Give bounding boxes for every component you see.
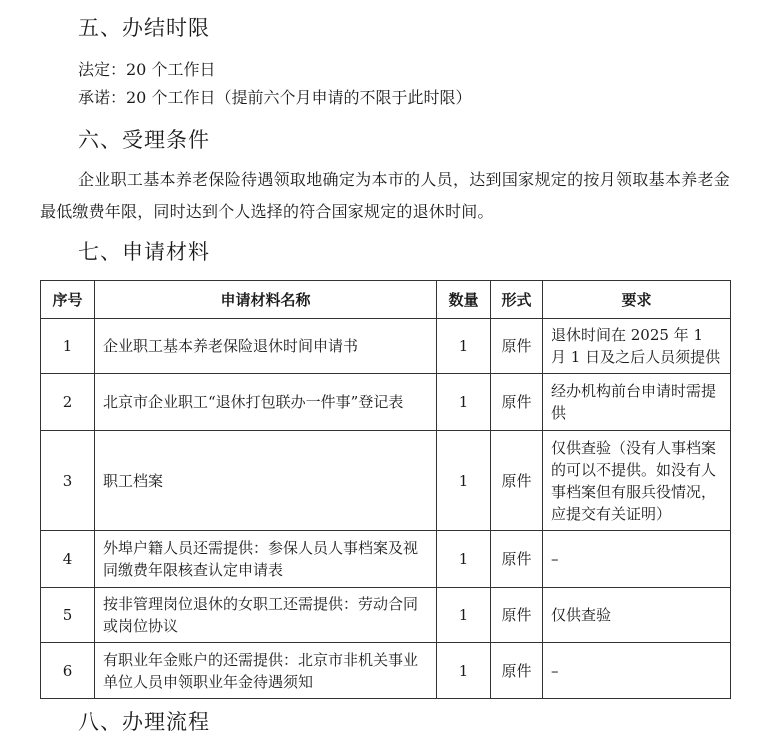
cell-requirement: 仅供查验: [543, 588, 731, 643]
cell-material-name: 职工档案: [95, 431, 437, 531]
cell-form: 原件: [491, 431, 543, 531]
cell-quantity: 1: [437, 588, 491, 643]
cell-quantity: 1: [437, 431, 491, 531]
cell-index: 2: [41, 374, 95, 431]
table-row: [41, 643, 731, 699]
section-7-heading: 七、申请材料: [78, 240, 210, 264]
table-header-row: [41, 281, 731, 319]
cell-requirement: 仅供查验（没有人事档案的可以不提供。如没有人事档案但有服兵役情况，应提交有关证明）: [543, 431, 731, 531]
table-row: [41, 531, 731, 588]
statutory-time-limit: 法定：20 个工作日: [78, 60, 216, 79]
cell-index: 3: [41, 431, 95, 531]
cell-form: 原件: [491, 374, 543, 431]
cell-quantity: 1: [437, 374, 491, 431]
section-8-heading: 八、办理流程: [78, 710, 210, 734]
cell-material-name: 按非管理岗位退休的女职工还需提供：劳动合同或岗位协议: [95, 588, 437, 643]
header-form: 形式: [491, 281, 543, 319]
cell-quantity: 1: [437, 319, 491, 374]
table-row: [41, 588, 731, 643]
cell-material-name: 外埠户籍人员还需提供：参保人员人事档案及视同缴费年限核查认定申请表: [95, 531, 437, 588]
cell-material-name: 企业职工基本养老保险退休时间申请书: [95, 319, 437, 374]
header-index: 序号: [41, 281, 95, 319]
cell-index: 5: [41, 588, 95, 643]
cell-index: 1: [41, 319, 95, 374]
acceptance-conditions-paragraph: 企业职工基本养老保险待遇领取地确定为本市的人员，达到国家规定的按月领取基本养老金最低缴费年限，同时达到个人选择的符合国家规定的退休时间。: [40, 170, 730, 221]
cell-requirement: –: [543, 531, 731, 588]
materials-table: [40, 280, 731, 699]
header-quantity: 数量: [437, 281, 491, 319]
promised-time-limit: 承诺：20 个工作日（提前六个月申请的不限于此时限）: [78, 88, 472, 107]
cell-requirement: 经办机构前台申请时需提供: [543, 374, 731, 431]
cell-index: 6: [41, 643, 95, 699]
section-6-heading: 六、受理条件: [78, 128, 210, 152]
table-row: [41, 431, 731, 531]
cell-material-name: 有职业年金账户的还需提供：北京市非机关事业单位人员申领职业年金待遇须知: [95, 643, 437, 699]
cell-requirement: –: [543, 643, 731, 699]
header-material-name: 申请材料名称: [95, 281, 437, 319]
header-requirement: 要求: [543, 281, 731, 319]
section-5-heading: 五、办结时限: [78, 16, 210, 40]
cell-form: 原件: [491, 319, 543, 374]
cell-quantity: 1: [437, 531, 491, 588]
cell-form: 原件: [491, 643, 543, 699]
cell-quantity: 1: [437, 643, 491, 699]
cell-material-name: 北京市企业职工“退休打包联办一件事”登记表: [95, 374, 437, 431]
cell-requirement: 退休时间在 2025 年 1 月 1 日及之后人员须提供: [543, 319, 731, 374]
table-row: [41, 319, 731, 374]
cell-index: 4: [41, 531, 95, 588]
cell-form: 原件: [491, 588, 543, 643]
table-row: [41, 374, 731, 431]
cell-form: 原件: [491, 531, 543, 588]
